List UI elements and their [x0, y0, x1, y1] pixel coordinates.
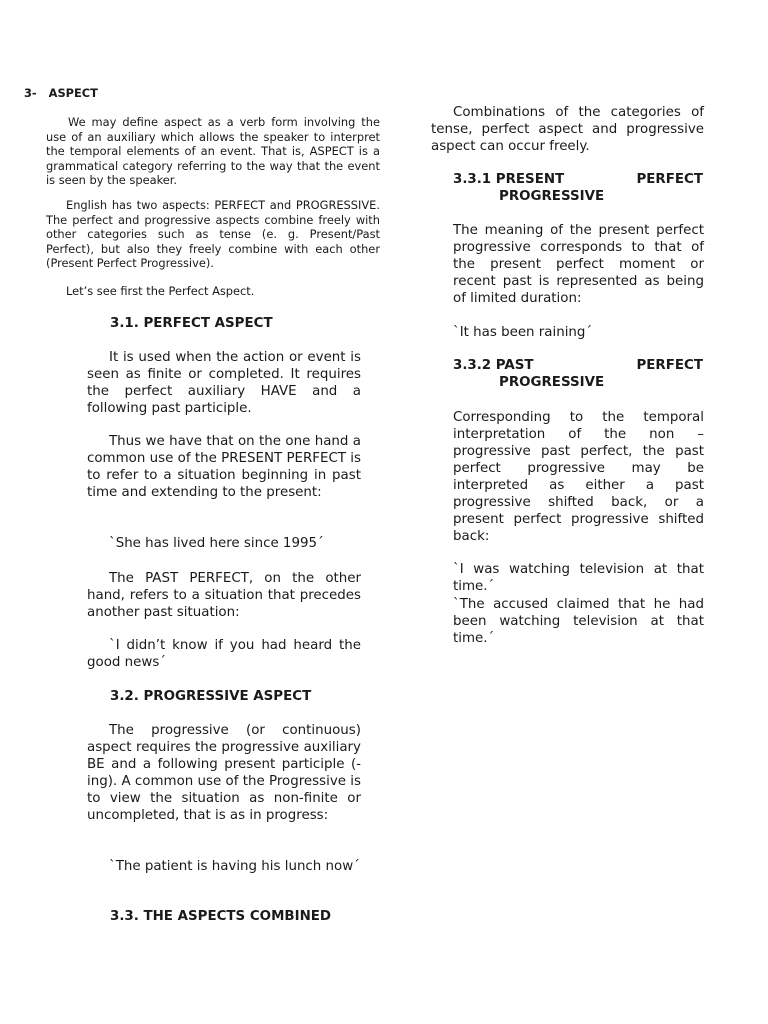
paragraph-3-1-a: It is used when the action or event is seen as finite or completed. It requires the perfect auxiliary HAVE and a following past participle.	[87, 350, 361, 416]
section-heading	[24, 86, 98, 100]
intro-paragraph-3: Let’s see first the Perfect Aspect.	[66, 284, 255, 298]
heading-3-3-1-number: 3.3.1 PRESENT	[453, 172, 565, 187]
intro-paragraph-1: We may define aspect as a verb form involving the use of an auxiliary which allows the speaker to interpret the temporal elements of an event. That is, ASPECT is a grammatical category referring to the way that the event is seen by the speaker.	[46, 115, 380, 188]
heading-3-2: 3.2. PROGRESSIVE ASPECT	[110, 689, 312, 704]
paragraph-3-1-b: Thus we have that on the one hand a common use of the PRESENT PERFECT is to refer to a situation beginning in past time and extending to the present:	[87, 434, 361, 500]
heading-3-3-1-line2: PROGRESSIVE	[499, 189, 605, 204]
example-3-3-2-b: `The accused claimed that he had been watching television at that time.´	[453, 597, 704, 646]
example-3-2: `The patient is having his lunch now´	[109, 859, 360, 874]
heading-3-3-2	[453, 357, 703, 391]
heading-3-3-2-number: 3.3.2 PAST	[453, 358, 534, 373]
section-number: 3-	[24, 86, 37, 100]
paragraph-3-3-2: Corresponding to the temporal interpretation of the non – progressive past perfect, the past perfect progressive may be interpreted as either a past progressive shifted back, or a present perfect progressive shifted back:	[453, 410, 704, 544]
heading-3-3-1-word: PERFECT	[636, 172, 703, 187]
heading-3-3-2-word: PERFECT	[636, 358, 703, 373]
paragraph-3-2: The progressive (or continuous) aspect requires the progressive auxiliary BE and a following present participle (-ing). A common use of the Progressive is to view the situation as non-finite or uncompleted, that is as in progress:	[87, 723, 361, 823]
heading-3-3-1	[453, 171, 703, 205]
intro-paragraph-2: English has two aspects: PERFECT and PROGRESSIVE. The perfect and progressive aspects combine freely with other categories such as tense (e. g. Present/Past Perfect), but also they freely combine with each other (Present Perfect Progressive).	[46, 198, 380, 271]
paragraph-3-3-1: The meaning of the present perfect progressive corresponds to that of the present perfect moment or recent past is represented as being of limited duration:	[453, 223, 704, 306]
example-3-1-a: `She has lived here since 1995´	[109, 536, 324, 551]
paragraph-3-1-c: The PAST PERFECT, on the other hand, refers to a situation that precedes another past situation:	[87, 571, 361, 620]
section-title: ASPECT	[48, 86, 98, 100]
example-3-3-2-a: `I was watching television at that time.´	[453, 562, 704, 594]
heading-3-3: 3.3. THE ASPECTS COMBINED	[110, 909, 332, 924]
paragraph-3-3: Combinations of the categories of tense, perfect aspect and progressive aspect can occur freely.	[431, 105, 704, 154]
example-3-3-1: `It has been raining´	[453, 325, 593, 340]
heading-3-1: 3.1. PERFECT ASPECT	[110, 316, 273, 331]
example-3-1-b: `I didn’t know if you had heard the good news´	[87, 638, 361, 670]
heading-3-3-2-line2: PROGRESSIVE	[499, 375, 605, 390]
